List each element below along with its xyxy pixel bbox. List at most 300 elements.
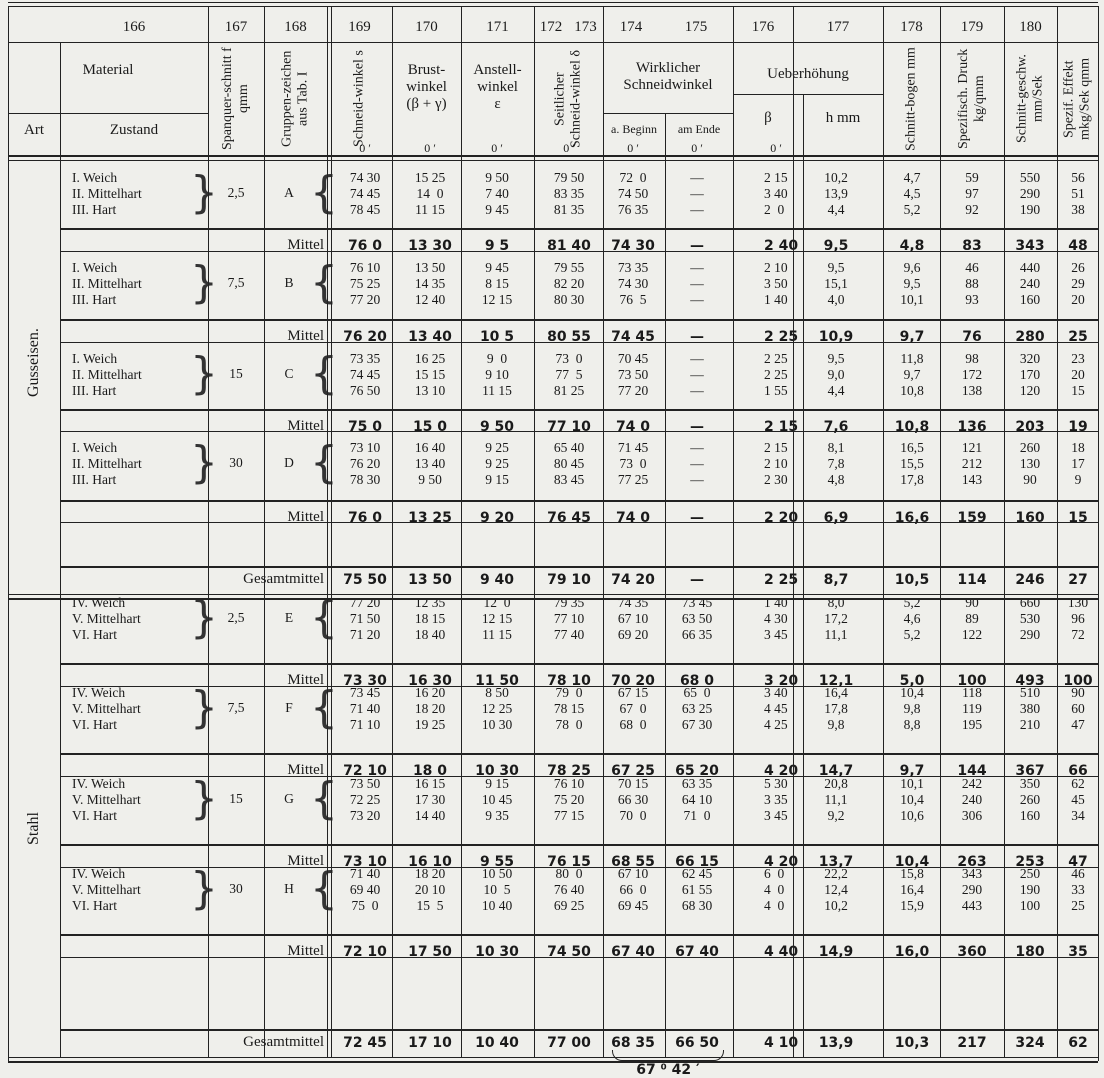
c170-value: 12 35 xyxy=(414,595,446,610)
mittel-value: 74 0 xyxy=(615,419,651,435)
c179-value: 120 xyxy=(1019,383,1041,398)
brace-icon: { xyxy=(310,348,338,399)
c173-value: 68 0 xyxy=(619,717,647,732)
header-degree-unit: 0 ′ xyxy=(770,141,782,155)
mittel-value: 19 xyxy=(1068,419,1088,435)
c178-value: 242 xyxy=(961,776,983,791)
rule-line xyxy=(665,113,666,1057)
c177-value: 8,8 xyxy=(903,717,921,732)
c173-value: 67 15 xyxy=(617,685,649,700)
zustand-label: IV. Weich xyxy=(72,776,126,791)
c170-value: 13 10 xyxy=(414,383,446,398)
c169-value: 73 50 xyxy=(349,776,381,791)
column-number: 166 xyxy=(122,19,146,35)
mittel-value: 10,8 xyxy=(894,419,930,435)
rule-line xyxy=(60,342,1098,343)
c169-value: 74 30 xyxy=(349,170,381,185)
c180-value: 72 xyxy=(1071,627,1085,642)
c178-value: 290 xyxy=(961,882,983,897)
rule-line xyxy=(8,6,9,1061)
c178-value: 195 xyxy=(961,717,983,732)
c169-value: 78 45 xyxy=(349,202,381,217)
header-am-ende: am Ende xyxy=(677,122,721,136)
c169-value: 71 40 xyxy=(349,701,381,716)
c171-value: 12 15 xyxy=(481,611,513,626)
c174-value: 67 30 xyxy=(681,717,713,732)
c175-value: 2 10 xyxy=(764,260,788,275)
mittel-value: 7,6 xyxy=(823,419,849,435)
c171-value: 10 40 xyxy=(481,898,513,913)
rule-line xyxy=(392,6,393,1057)
c175-value: 2 30 xyxy=(764,472,788,487)
mittel-value: 73 10 xyxy=(343,854,387,870)
c173-value: 66 30 xyxy=(617,792,649,807)
c179-value: 160 xyxy=(1019,292,1041,307)
c170-value: 14 0 xyxy=(416,186,444,201)
gruppenzeichen-value: E xyxy=(284,610,294,625)
header-vertical: Spezifisch. Druck kg/qmm xyxy=(956,48,987,150)
c177-value: 10,4 xyxy=(900,792,924,807)
rule-line xyxy=(60,228,1098,230)
c171-value: 12 15 xyxy=(481,292,513,307)
c169-value: 76 50 xyxy=(349,383,381,398)
c180-value: 60 xyxy=(1071,701,1085,716)
zustand-label: III. Hart xyxy=(72,292,117,307)
header-material: Material xyxy=(82,62,134,78)
header-art: Art xyxy=(24,122,44,138)
c178-value: 119 xyxy=(962,701,982,716)
c171-value: 10 5 xyxy=(483,882,511,897)
c178-value: 90 xyxy=(965,595,979,610)
c173-value: 70 0 xyxy=(619,808,647,823)
header-anstellwinkel-symbol: ε xyxy=(494,96,501,112)
mittel-value: — xyxy=(690,419,704,435)
c175-value: 4 0 xyxy=(764,898,785,913)
mittel-label: Mittel xyxy=(287,328,324,344)
mittel-value: 9 55 xyxy=(479,854,515,870)
mittel-value: 74 50 xyxy=(547,944,591,960)
mittel-value: 2 20 xyxy=(764,510,799,526)
mittel-value: 14,9 xyxy=(818,944,854,960)
header-beta: β xyxy=(764,110,772,126)
c176-value: 10,2 xyxy=(824,170,848,185)
c178-value: 343 xyxy=(961,866,983,881)
rule-line xyxy=(264,6,265,1057)
c174-value: 61 55 xyxy=(681,882,713,897)
mittel-label: Mittel xyxy=(287,509,324,525)
rule-line xyxy=(331,6,332,1057)
brace-icon: } xyxy=(190,863,218,914)
c172-value: 79 55 xyxy=(553,260,585,275)
c176-value: 10,2 xyxy=(824,898,848,913)
c177-value: 16,5 xyxy=(900,440,924,455)
c176-value: 11,1 xyxy=(824,627,848,642)
rule-line xyxy=(8,594,1098,595)
column-number: 171 xyxy=(486,19,509,35)
c169-value: 77 20 xyxy=(349,595,381,610)
rule-line xyxy=(1004,6,1005,1057)
spanquerschnitt-value: 15 xyxy=(229,791,243,806)
c179-value: 210 xyxy=(1019,717,1041,732)
zustand-label: I. Weich xyxy=(72,440,118,455)
c180-value: 26 xyxy=(1071,260,1085,275)
zustand-label: V. Mittelhart xyxy=(72,882,141,897)
c175-value: 3 40 xyxy=(764,186,788,201)
rule-line xyxy=(8,2,1098,3)
c171-value: 12 0 xyxy=(483,595,511,610)
mittel-value: 10,5 xyxy=(894,572,930,588)
spanquerschnitt-value: 30 xyxy=(229,455,243,470)
c170-value: 14 40 xyxy=(414,808,446,823)
c176-value: 16,4 xyxy=(824,685,848,700)
c179-value: 90 xyxy=(1023,472,1037,487)
c170-value: 18 20 xyxy=(414,866,446,881)
c177-value: 4,6 xyxy=(903,611,921,626)
mittel-value: 10,4 xyxy=(894,854,930,870)
gesamtmittel-label: Gesamtmittel xyxy=(243,571,324,587)
rule-line xyxy=(883,6,884,1057)
c177-value: 16,4 xyxy=(900,882,924,897)
c171-value: 11 15 xyxy=(482,383,512,398)
brace-icon: } xyxy=(190,682,218,733)
c177-value: 10,1 xyxy=(900,776,924,791)
rule-line xyxy=(208,6,209,1057)
mittel-value: 3 20 xyxy=(764,673,799,689)
rule-line xyxy=(8,113,208,114)
mittel-value: 67 25 xyxy=(611,763,655,779)
c179-value: 380 xyxy=(1019,701,1041,716)
c173-value: 74 30 xyxy=(617,276,649,291)
c172-value: 77 10 xyxy=(553,611,585,626)
c177-value: 10,8 xyxy=(900,383,924,398)
mittel-value: 263 xyxy=(957,854,987,870)
c172-value: 77 15 xyxy=(553,808,585,823)
c174-value: 68 30 xyxy=(681,898,713,913)
rule-line xyxy=(8,6,1098,7)
c180-value: 29 xyxy=(1071,276,1085,291)
mittel-value: 9 20 xyxy=(479,510,515,526)
spanquerschnitt-value: 2,5 xyxy=(227,610,245,625)
rule-line xyxy=(603,6,604,1057)
zustand-label: III. Hart xyxy=(72,472,117,487)
c173-value: 74 50 xyxy=(617,186,649,201)
c175-value: 6 0 xyxy=(764,866,785,881)
c170-value: 16 40 xyxy=(414,440,446,455)
c179-value: 170 xyxy=(1019,367,1041,382)
c176-value: 11,1 xyxy=(824,792,848,807)
c171-value: 9 25 xyxy=(485,440,509,455)
column-number: 179 xyxy=(960,19,984,35)
header-wirklicher: Wirklicher Schneidwinkel xyxy=(623,60,713,93)
mittel-value: 81 40 xyxy=(547,238,591,254)
c176-value: 4,8 xyxy=(827,472,845,487)
zustand-label: IV. Weich xyxy=(72,685,126,700)
zustand-label: II. Mittelhart xyxy=(72,367,142,382)
rule-line xyxy=(60,566,1098,568)
brace-icon: } xyxy=(190,167,218,218)
c180-value: 23 xyxy=(1071,351,1085,366)
mittel-label: Mittel xyxy=(287,418,324,434)
mittel-value: 9 5 xyxy=(484,238,510,254)
c173-value: 66 0 xyxy=(619,882,647,897)
c169-value: 78 30 xyxy=(349,472,381,487)
rule-line xyxy=(1098,6,1099,1061)
column-number: 173 xyxy=(574,19,597,35)
c172-value: 81 25 xyxy=(553,383,585,398)
brace-icon: { xyxy=(310,863,338,914)
c176-value: 9,5 xyxy=(827,351,845,366)
mittel-value: 324 xyxy=(1015,1035,1045,1051)
mittel-value: 73 30 xyxy=(343,673,387,689)
mittel-label: Mittel xyxy=(287,943,324,959)
c177-value: 9,5 xyxy=(903,276,921,291)
c178-value: 88 xyxy=(965,276,979,291)
rule-line xyxy=(8,1061,1098,1063)
mittel-value: 74 30 xyxy=(611,238,655,254)
c171-value: 12 25 xyxy=(481,701,513,716)
c173-value: 67 10 xyxy=(617,866,649,881)
c174-value: 63 25 xyxy=(681,701,713,716)
c172-value: 77 40 xyxy=(553,627,585,642)
mittel-value: 72 10 xyxy=(343,944,387,960)
c180-value: 45 xyxy=(1071,792,1085,807)
c179-value: 190 xyxy=(1019,202,1041,217)
c178-value: 118 xyxy=(962,685,982,700)
mittel-value: 159 xyxy=(957,510,987,526)
mittel-value: 16 30 xyxy=(408,673,452,689)
rule-line xyxy=(8,160,1098,161)
header-vertical: Schnitt-bogen mm xyxy=(903,47,919,151)
c178-value: 443 xyxy=(961,898,983,913)
mittel-value: 72 10 xyxy=(343,763,387,779)
c169-value: 71 50 xyxy=(349,611,381,626)
c171-value: 9 45 xyxy=(485,260,509,275)
mittel-value: 160 xyxy=(1015,510,1045,526)
mittel-value: 8,7 xyxy=(823,572,849,588)
c172-value: 73 0 xyxy=(555,351,583,366)
c179-value: 100 xyxy=(1019,898,1041,913)
mittel-value: 280 xyxy=(1015,329,1045,345)
mittel-value: 16,0 xyxy=(894,944,930,960)
rule-line xyxy=(793,6,794,1057)
c180-value: 17 xyxy=(1071,456,1085,471)
mittel-value: 66 50 xyxy=(675,1035,719,1051)
c170-value: 13 40 xyxy=(414,456,446,471)
c169-value: 74 45 xyxy=(349,186,381,201)
c177-value: 4,7 xyxy=(903,170,921,185)
c176-value: 13,9 xyxy=(824,186,848,201)
c175-value: 3 45 xyxy=(764,808,788,823)
c176-value: 7,8 xyxy=(827,456,845,471)
mittel-value: 67 40 xyxy=(611,944,655,960)
c173-value: 74 35 xyxy=(617,595,649,610)
mittel-value: 67 40 xyxy=(675,944,719,960)
mittel-label: Mittel xyxy=(287,672,324,688)
mittel-value: 180 xyxy=(1015,944,1045,960)
c178-value: 306 xyxy=(961,808,983,823)
c172-value: 80 45 xyxy=(553,456,585,471)
c174-value: 63 50 xyxy=(681,611,713,626)
mittel-value: 2 25 xyxy=(764,329,799,345)
brace-icon: { xyxy=(310,682,338,733)
mittel-value: 18 0 xyxy=(412,763,448,779)
c172-value: 83 35 xyxy=(553,186,585,201)
rule-line xyxy=(60,1029,1098,1031)
c180-value: 47 xyxy=(1071,717,1085,732)
c180-value: 46 xyxy=(1071,866,1085,881)
spanquerschnitt-value: 30 xyxy=(229,881,243,896)
c171-value: 9 35 xyxy=(485,808,509,823)
mittel-label: Mittel xyxy=(287,853,324,869)
mittel-value: 27 xyxy=(1068,572,1088,588)
c174-value: 66 35 xyxy=(681,627,713,642)
mittel-value: 79 10 xyxy=(547,572,591,588)
mittel-value: 4 40 xyxy=(764,944,799,960)
rule-line xyxy=(60,934,1098,936)
brace-icon: } xyxy=(190,437,218,488)
mittel-value: 76 45 xyxy=(547,510,591,526)
mittel-value: 246 xyxy=(1015,572,1045,588)
art-stahl: Stahl xyxy=(25,812,42,845)
c174-value: 62 45 xyxy=(681,866,713,881)
mittel-value: 77 00 xyxy=(547,1035,591,1051)
mittel-value: 75 50 xyxy=(343,572,387,588)
mittel-value: 47 xyxy=(1068,854,1088,870)
c175-value: 4 0 xyxy=(764,882,785,897)
c174-value: — xyxy=(690,170,704,185)
mittel-value: 15 0 xyxy=(412,419,448,435)
c174-value: 65 0 xyxy=(683,685,711,700)
c179-value: 160 xyxy=(1019,808,1041,823)
c178-value: 92 xyxy=(965,202,979,217)
mittel-value: 76 0 xyxy=(347,238,383,254)
rule-line xyxy=(733,94,883,95)
mittel-value: 12,1 xyxy=(818,673,854,689)
c180-value: 20 xyxy=(1071,367,1085,382)
gruppenzeichen-value: F xyxy=(285,700,293,715)
c172-value: 83 45 xyxy=(553,472,585,487)
mittel-value: 62 xyxy=(1068,1035,1088,1051)
c172-value: 78 15 xyxy=(553,701,585,716)
mittel-value: 16 10 xyxy=(408,854,452,870)
mittel-value: 11 50 xyxy=(475,673,519,689)
c174-value: — xyxy=(690,260,704,275)
c172-value: 79 50 xyxy=(553,170,585,185)
header-ueberhoehung: Ueberhöhung xyxy=(767,66,849,82)
rule-line xyxy=(60,409,1098,411)
column-number: 169 xyxy=(348,19,371,35)
mittel-value: 77 10 xyxy=(547,419,591,435)
c178-value: 46 xyxy=(965,260,979,275)
c169-value: 71 10 xyxy=(349,717,381,732)
bracket-value: 67 ⁰ 42 ′ xyxy=(636,1062,700,1078)
rule-line xyxy=(8,42,1098,43)
c179-value: 510 xyxy=(1019,685,1041,700)
c169-value: 73 35 xyxy=(349,351,381,366)
c179-value: 190 xyxy=(1019,882,1041,897)
c175-value: 3 45 xyxy=(764,627,788,642)
column-number: 168 xyxy=(284,19,307,35)
c178-value: 122 xyxy=(961,627,983,642)
zustand-label: VI. Hart xyxy=(72,717,117,732)
rule-line xyxy=(461,6,462,1057)
mittel-value: 2 40 xyxy=(764,238,799,254)
mittel-value: 72 45 xyxy=(343,1035,387,1051)
mittel-value: 9 50 xyxy=(479,419,515,435)
mittel-value: 10 30 xyxy=(475,763,519,779)
c172-value: 76 10 xyxy=(553,776,585,791)
mittel-value: — xyxy=(690,572,704,588)
c179-value: 290 xyxy=(1019,627,1041,642)
rule-line xyxy=(60,522,1098,523)
c176-value: 9,0 xyxy=(827,367,845,382)
c174-value: 71 0 xyxy=(683,808,711,823)
zustand-label: II. Mittelhart xyxy=(72,186,142,201)
brace-icon: { xyxy=(310,167,338,218)
c176-value: 8,1 xyxy=(827,440,845,455)
column-number: 167 xyxy=(224,19,248,35)
c173-value: 76 5 xyxy=(619,292,647,307)
c173-value: 76 35 xyxy=(617,202,649,217)
rule-line xyxy=(60,431,1098,432)
c177-value: 15,5 xyxy=(900,456,924,471)
brace-icon: } xyxy=(190,348,218,399)
c174-value: — xyxy=(690,186,704,201)
c169-value: 76 10 xyxy=(349,260,381,275)
mittel-value: 76 0 xyxy=(347,510,383,526)
mittel-value: 144 xyxy=(957,763,987,779)
mittel-value: 6,9 xyxy=(823,510,849,526)
c176-value: 12,4 xyxy=(824,882,848,897)
rule-line xyxy=(940,6,941,1057)
c178-value: 240 xyxy=(961,792,983,807)
mittel-value: 78 10 xyxy=(547,673,591,689)
c172-value: 81 35 xyxy=(553,202,585,217)
c175-value: 2 25 xyxy=(764,367,788,382)
mittel-value: 14,7 xyxy=(818,763,854,779)
rule-line xyxy=(60,251,1098,252)
mittel-value: 217 xyxy=(957,1035,987,1051)
c172-value: 79 35 xyxy=(553,595,585,610)
mittel-value: 17 50 xyxy=(408,944,452,960)
c174-value: — xyxy=(690,472,704,487)
gruppenzeichen-value: A xyxy=(284,185,294,200)
c179-value: 250 xyxy=(1019,866,1041,881)
rule-line xyxy=(60,957,1098,958)
c178-value: 97 xyxy=(965,186,979,201)
rule-line xyxy=(60,42,61,1057)
mittel-value: 2 25 xyxy=(764,572,799,588)
c175-value: 2 25 xyxy=(764,351,788,366)
column-number: 170 xyxy=(415,19,438,35)
mittel-value: 15 xyxy=(1068,510,1088,526)
brace-icon: { xyxy=(310,773,338,824)
c174-value: — xyxy=(690,292,704,307)
header-vertical: Spanquer-schnitt f qmm xyxy=(220,47,251,151)
mittel-value: 74 0 xyxy=(615,510,651,526)
c176-value: 4,4 xyxy=(827,202,845,217)
mittel-value: 13 50 xyxy=(408,572,452,588)
c179-value: 660 xyxy=(1019,595,1041,610)
c170-value: 20 10 xyxy=(414,882,446,897)
zustand-label: I. Weich xyxy=(72,170,118,185)
c179-value: 240 xyxy=(1019,276,1041,291)
mittel-value: 343 xyxy=(1015,238,1045,254)
spanquerschnitt-value: 7,5 xyxy=(227,700,245,715)
gruppenzeichen-value: B xyxy=(284,275,294,290)
c169-value: 69 40 xyxy=(349,882,381,897)
gruppenzeichen-value: D xyxy=(284,455,294,470)
